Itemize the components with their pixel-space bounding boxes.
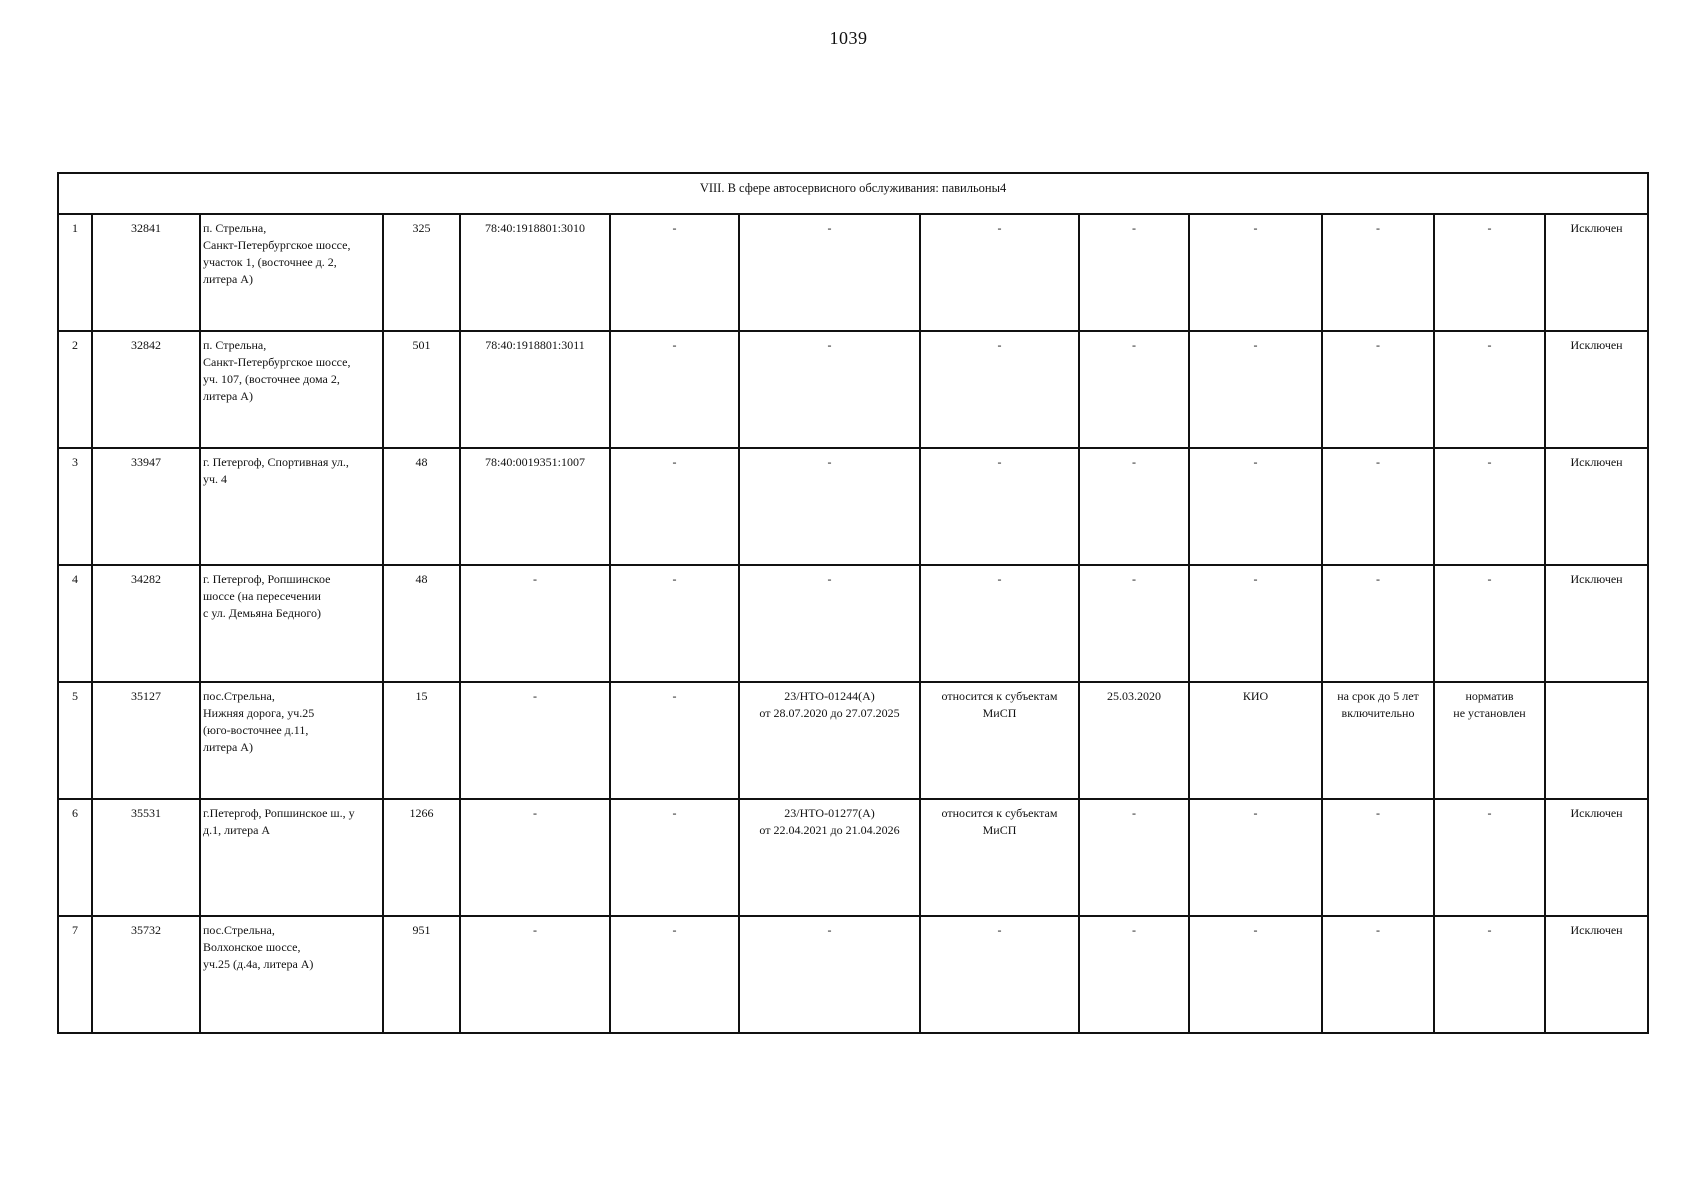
date-cell: - [1079,214,1189,331]
address-cell: пос.Стрельна, Нижняя дорога, уч.25 (юго-восточнее д.11, литера А) [200,682,383,799]
area-cell: 325 [383,214,460,331]
cadastral-cell: 78:40:0019351:1007 [460,448,610,565]
contract-cell: - [739,214,920,331]
date-cell: - [1079,448,1189,565]
subject-cell: - [920,448,1079,565]
column-6-cell: - [610,565,739,682]
norm-cell: - [1434,565,1545,682]
norm-cell: - [1434,331,1545,448]
address-cell: пос.Стрельна, Волхонское шоссе, уч.25 (д.4а, литера А) [200,916,383,1033]
address-cell: п. Стрельна, Санкт-Петербургское шоссе, участок 1, (восточнее д. 2, литера А) [200,214,383,331]
column-6-cell: - [610,916,739,1033]
table-row [58,565,1648,682]
term-cell: - [1322,448,1434,565]
row-number-cell: 2 [58,331,92,448]
object-id-cell: 32842 [92,331,200,448]
norm-cell: - [1434,448,1545,565]
column-6-cell: - [610,331,739,448]
table-row [58,799,1648,916]
row-number-cell: 4 [58,565,92,682]
cadastral-cell: - [460,565,610,682]
term-cell: на срок до 5 лет включительно [1322,682,1434,799]
term-cell: - [1322,916,1434,1033]
table-row [58,682,1648,799]
object-id-cell: 34282 [92,565,200,682]
subject-cell: относится к субъектам МиСП [920,682,1079,799]
status-cell: Исключен [1545,916,1648,1033]
subject-cell: - [920,565,1079,682]
object-id-cell: 33947 [92,448,200,565]
object-id-cell: 35127 [92,682,200,799]
row-number-cell: 7 [58,916,92,1033]
status-cell: Исключен [1545,799,1648,916]
cadastral-cell: - [460,682,610,799]
column-6-cell: - [610,799,739,916]
subject-cell: - [920,331,1079,448]
table-row [58,916,1648,1033]
table-row [58,214,1648,331]
column-6-cell: - [610,448,739,565]
status-cell [1545,682,1648,799]
authority-cell: - [1189,565,1322,682]
norm-cell: - [1434,214,1545,331]
authority-cell: - [1189,448,1322,565]
register-table [57,172,1649,1034]
cadastral-cell: - [460,799,610,916]
cadastral-cell: - [460,916,610,1033]
date-cell: 25.03.2020 [1079,682,1189,799]
term-cell: - [1322,799,1434,916]
area-cell: 48 [383,448,460,565]
authority-cell: КИО [1189,682,1322,799]
table-row [58,331,1648,448]
authority-cell: - [1189,214,1322,331]
address-cell: г. Петергоф, Спортивная ул., уч. 4 [200,448,383,565]
contract-cell: 23/НТО-01277(А) от 22.04.2021 до 21.04.2026 [739,799,920,916]
term-cell: - [1322,214,1434,331]
column-6-cell: - [610,682,739,799]
contract-cell: - [739,916,920,1033]
norm-cell: - [1434,916,1545,1033]
page-number: 1039 [829,28,868,48]
contract-cell: - [739,565,920,682]
area-cell: 501 [383,331,460,448]
authority-cell: - [1189,799,1322,916]
subject-cell: относится к субъектам МиСП [920,799,1079,916]
norm-cell: норматив не установлен [1434,682,1545,799]
table-row [58,448,1648,565]
row-number-cell: 5 [58,682,92,799]
row-number-cell: 3 [58,448,92,565]
term-cell: - [1322,331,1434,448]
contract-cell: 23/НТО-01244(А) от 28.07.2020 до 27.07.2025 [739,682,920,799]
subject-cell: - [920,916,1079,1033]
norm-cell: - [1434,799,1545,916]
cadastral-cell: 78:40:1918801:3010 [460,214,610,331]
contract-cell: - [739,448,920,565]
area-cell: 48 [383,565,460,682]
area-cell: 15 [383,682,460,799]
status-cell: Исключен [1545,331,1648,448]
date-cell: - [1079,331,1189,448]
status-cell: Исключен [1545,448,1648,565]
date-cell: - [1079,565,1189,682]
column-6-cell: - [610,214,739,331]
area-cell: 951 [383,916,460,1033]
subject-cell: - [920,214,1079,331]
object-id-cell: 35531 [92,799,200,916]
object-id-cell: 35732 [92,916,200,1033]
cadastral-cell: 78:40:1918801:3011 [460,331,610,448]
row-number-cell: 6 [58,799,92,916]
address-cell: г. Петергоф, Ропшинское шоссе (на пересечении с ул. Демьяна Бедного) [200,565,383,682]
status-cell: Исключен [1545,214,1648,331]
address-cell: г.Петергоф, Ропшинское ш., у д.1, литера А [200,799,383,916]
authority-cell: - [1189,916,1322,1033]
object-id-cell: 32841 [92,214,200,331]
term-cell: - [1322,565,1434,682]
contract-cell: - [739,331,920,448]
section-title: VIII. В сфере автосервисного обслуживания: павильоны4 [58,173,1648,214]
section-header-row [58,173,1648,214]
date-cell: - [1079,799,1189,916]
address-cell: п. Стрельна, Санкт-Петербургское шоссе, уч. 107, (восточнее дома 2, литера А) [200,331,383,448]
row-number-cell: 1 [58,214,92,331]
authority-cell: - [1189,331,1322,448]
status-cell: Исключен [1545,565,1648,682]
date-cell: - [1079,916,1189,1033]
area-cell: 1266 [383,799,460,916]
